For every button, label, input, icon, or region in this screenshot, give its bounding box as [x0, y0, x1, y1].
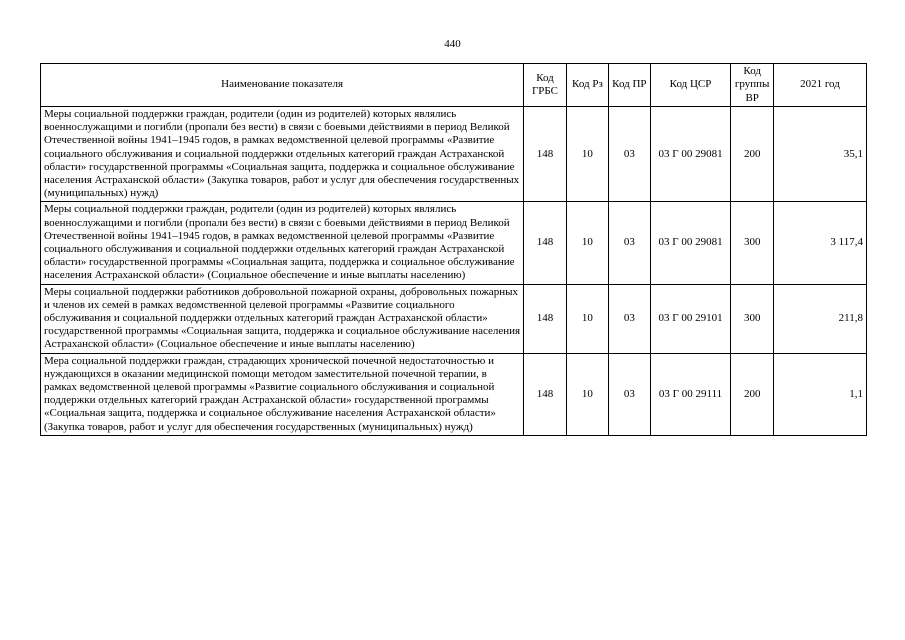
row-csr: 03 Г 00 29101: [650, 284, 731, 353]
row-rz: 10: [566, 284, 608, 353]
row-grbs: 148: [524, 107, 566, 202]
row-name: Меры социальной поддержки работников добровольной пожарной охраны, добровольных пожарных и членов их семей в рамках ведомственной целевой программы «Развитие социального обслуживания и социальной поддержки отдельных категорий граждан Астраханской области» государственной программы «Социальная защита, поддержка и социальное обслуживание населения Астраханской области» (Социальное обеспечение и иные выплаты населению): [41, 284, 524, 353]
header-year: 2021 год: [773, 64, 866, 107]
budget-table: [40, 63, 867, 436]
row-vr: 200: [731, 353, 773, 435]
row-name: Меры социальной поддержки граждан, родители (один из родителей) которых являлись военнослужащими и погибли (пропали без вести) в связи с боевыми действиями в период Великой Отечественной войны 1941–1945 годов, в рамках ведомственной целевой программы «Развитие социального обслуживания и социальной поддержки отдельных категорий граждан Астраханской области» государственной программы «Социальная защита, поддержка и социальное обслуживание населения Астраханской области» (Закупка товаров, работ и услуг для обеспечения государственных (муниципальных) нужд): [41, 107, 524, 202]
table-row: [41, 107, 867, 202]
row-vr: 300: [731, 284, 773, 353]
row-csr: 03 Г 00 29111: [650, 353, 731, 435]
row-pr: 03: [609, 284, 650, 353]
row-grbs: 148: [524, 353, 566, 435]
row-amount: 35,1: [773, 107, 866, 202]
row-pr: 03: [609, 353, 650, 435]
header-vr: Код группы ВР: [731, 64, 773, 107]
header-rz: Код Рз: [566, 64, 608, 107]
header-grbs: Код ГРБС: [524, 64, 566, 107]
table-row: [41, 353, 867, 435]
row-pr: 03: [609, 107, 650, 202]
row-csr: 03 Г 00 29081: [650, 107, 731, 202]
row-amount: 3 117,4: [773, 202, 866, 284]
table-row: [41, 284, 867, 353]
row-rz: 10: [566, 107, 608, 202]
row-name: Меры социальной поддержки граждан, родители (один из родителей) которых являлись военнослужащими и погибли (пропали без вести) в связи с боевыми действиями в период Великой Отечественной войны 1941–1945 годов, в рамках ведомственной целевой программы «Развитие социального обслуживания и социальной поддержки отдельных категорий граждан Астраханской области» государственной программы «Социальная защита, поддержка и социальное обслуживание населения Астраханской области» (Социальное обеспечение и иные выплаты населению): [41, 202, 524, 284]
row-vr: 200: [731, 107, 773, 202]
header-name: Наименование показателя: [41, 64, 524, 107]
row-rz: 10: [566, 353, 608, 435]
header-pr: Код ПР: [609, 64, 650, 107]
page-number: 440: [444, 38, 461, 50]
header-csr: Код ЦСР: [650, 64, 731, 107]
table-header-row: [41, 64, 867, 107]
row-grbs: 148: [524, 202, 566, 284]
row-amount: 211,8: [773, 284, 866, 353]
row-csr: 03 Г 00 29081: [650, 202, 731, 284]
table-row: [41, 202, 867, 284]
row-rz: 10: [566, 202, 608, 284]
row-name: Мера социальной поддержки граждан, страдающих хронической почечной недостаточностью и нуждающихся в оказании медицинской помощи методом заместительной почечной терапии, в рамках ведомственной целевой программы «Развитие социального обслуживания и социальной поддержки отдельных категорий граждан Астраханской области» государственной программы «Социальная защита, поддержка и социальное обслуживание населения Астраханской области» (Закупка товаров, работ и услуг для обеспечения государственных (муниципальных) нужд): [41, 353, 524, 435]
row-grbs: 148: [524, 284, 566, 353]
row-amount: 1,1: [773, 353, 866, 435]
row-vr: 300: [731, 202, 773, 284]
row-pr: 03: [609, 202, 650, 284]
